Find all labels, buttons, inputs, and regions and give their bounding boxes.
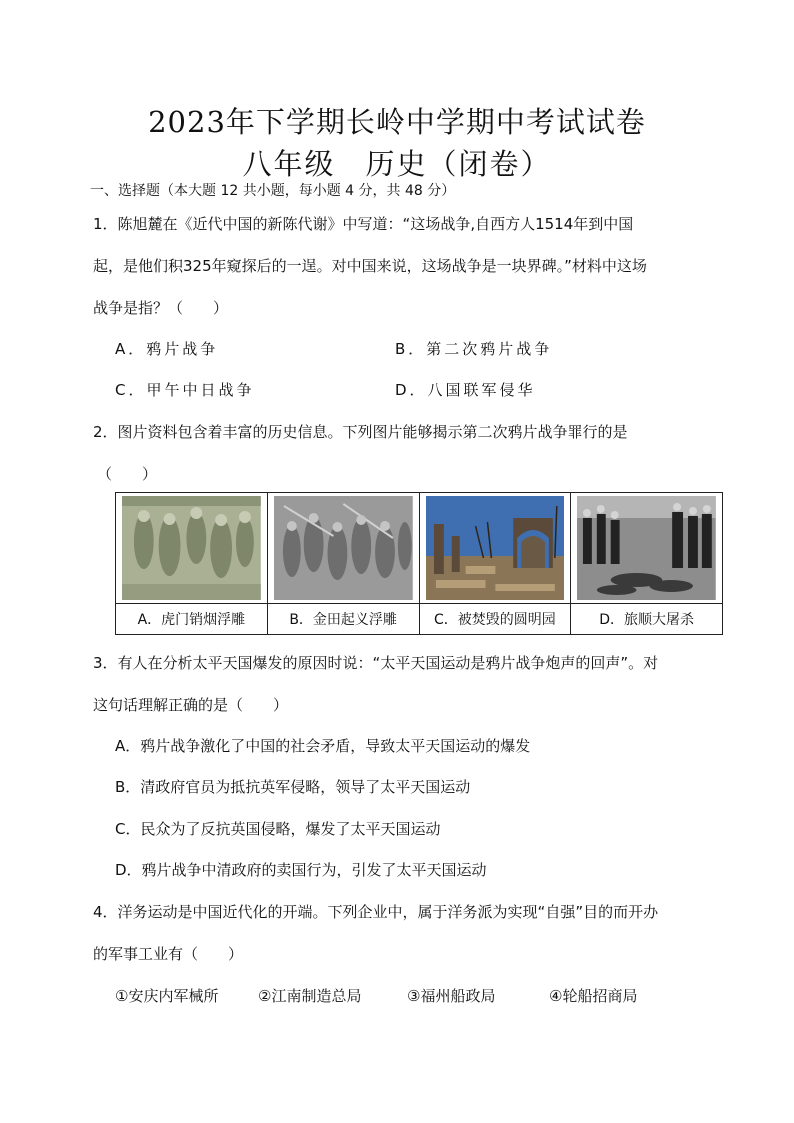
q1-line1: 1．陈旭麓在《近代中国的新陈代谢》中写道：“这场战争,自西方人1514年到中国 — [93, 215, 634, 233]
q4-item-3: ③福州船政局 — [407, 987, 496, 1005]
q4-item-4: ④轮船招商局 — [549, 987, 638, 1005]
picture-option-c — [420, 493, 572, 634]
q1-option-a: A．鸦片战争 — [115, 340, 219, 358]
q4-item-1: ①安庆内军械所 — [115, 987, 219, 1005]
q4-item-2: ②江南制造总局 — [258, 987, 362, 1005]
q1-option-d: D．八国联军侵华 — [395, 381, 536, 399]
caption-d: D．旅顺大屠杀 — [571, 603, 722, 634]
q4-line1: 4．洋务运动是中国近代化的开端。下列企业中，属于洋务派为实现“自强”目的而开办 — [93, 903, 659, 921]
q1-line2: 起，是他们积325年窥探后的一逞。对中国来说，这场战争是一块界碑。”材料中这场 — [93, 257, 647, 275]
picture-option-d — [571, 493, 722, 634]
caption-c: C．被焚毁的圆明园 — [420, 603, 571, 634]
subject-label: 历史（闭卷） — [365, 147, 552, 181]
q1-option-b: B．第二次鸦片战争 — [395, 340, 553, 358]
jintian-relief-image — [274, 496, 413, 600]
q3-option-c: C．民众为了反抗英国侵略，爆发了太平天国运动 — [115, 820, 441, 838]
lushun-massacre-image — [577, 496, 716, 600]
yuanmingyuan-ruins-image — [426, 496, 565, 600]
exam-title: 2023年下学期长岭中学期中考试试卷 — [148, 105, 646, 139]
caption-a: A．虎门销烟浮雕 — [116, 603, 267, 634]
q3-line1: 3．有人在分析太平天国爆发的原因时说：“太平天国运动是鸦片战争炮声的回声”。对 — [93, 654, 659, 672]
q4-line2: 的军事工业有（ ） — [93, 945, 244, 963]
humen-relief-image — [122, 496, 261, 600]
q2-line2: （ ） — [97, 465, 158, 483]
q3-option-b: B．清政府官员为抵抗英军侵略，领导了太平天国运动 — [115, 778, 471, 796]
picture-options-table — [115, 492, 723, 635]
picture-option-a — [116, 493, 268, 634]
grade-label: 八年级 — [242, 147, 336, 181]
caption-b: B．金田起义浮雕 — [268, 603, 419, 634]
q3-option-a: A．鸦片战争激化了中国的社会矛盾，导致太平天国运动的爆发 — [115, 737, 531, 755]
section-heading: 一、选择题（本大题 12 共小题，每小题 4 分，共 48 分） — [90, 183, 456, 199]
q2-line1: 2．图片资料包含着丰富的历史信息。下列图片能够揭示第二次鸦片战争罪行的是 — [93, 423, 628, 441]
q1-line3: 战争是指？（ ） — [93, 299, 229, 317]
q3-line2: 这句话理解正确的是（ ） — [93, 696, 289, 714]
exam-subtitle — [0, 142, 794, 183]
q3-option-d: D．鸦片战争中清政府的卖国行为，引发了太平天国运动 — [115, 861, 487, 879]
picture-option-b — [268, 493, 420, 634]
q1-option-c: C．甲午中日战争 — [115, 381, 255, 399]
